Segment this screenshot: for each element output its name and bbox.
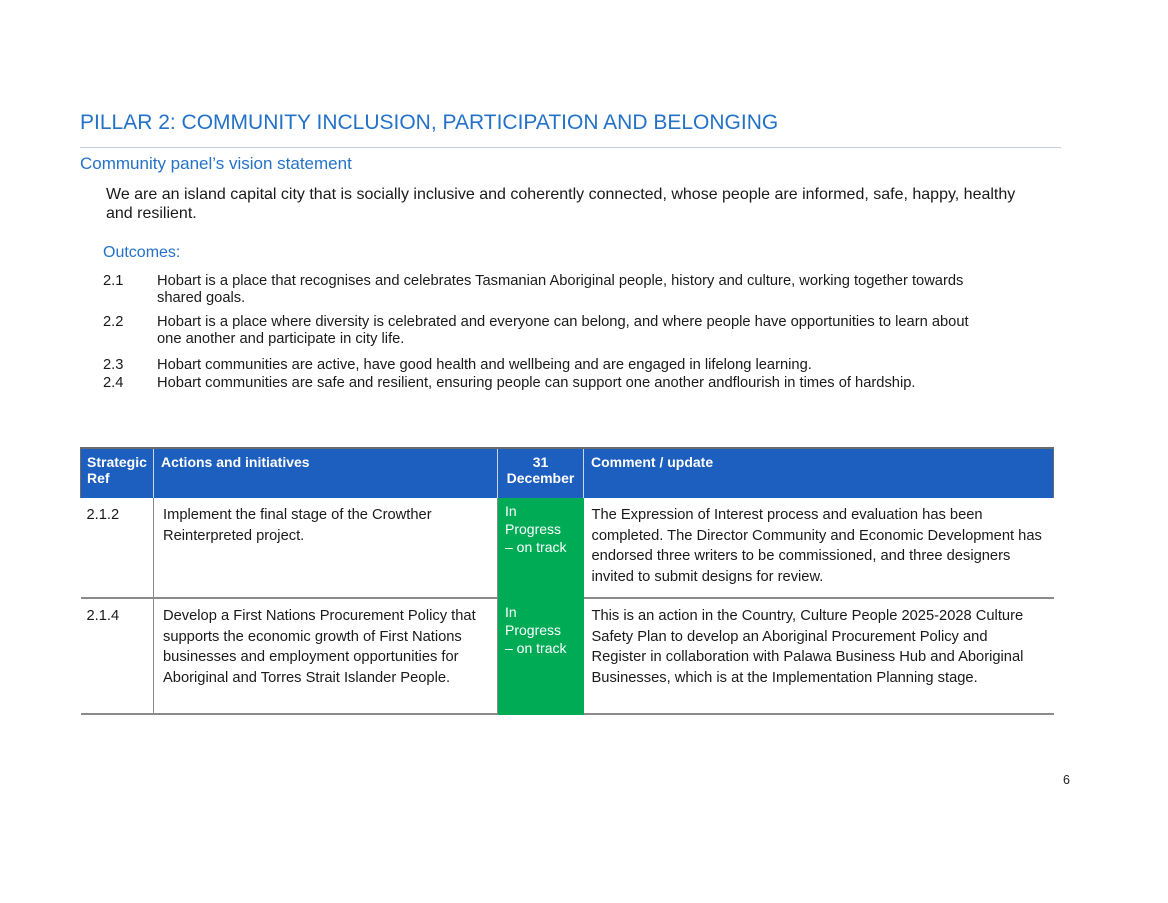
outcome-item (103, 375, 993, 392)
col-header-actions: Actions and initiatives (154, 448, 498, 498)
outcome-ref: 2.3 (103, 357, 124, 373)
outcome-text: Hobart is a place where diversity is celebrated and everyone can belong, and where people have opportunities to learn about one another and participate in city life. (157, 314, 969, 347)
outcome-item (103, 273, 993, 307)
outcomes-heading: Outcomes: (103, 244, 181, 261)
strategic-ref-cell: 2.1.4 (81, 598, 154, 714)
col-header-strategic-ref: Strategic Ref (81, 448, 154, 498)
page-title: PILLAR 2: COMMUNITY INCLUSION, PARTICIPATION AND BELONGING (80, 111, 779, 134)
title-divider (80, 147, 1061, 148)
outcome-ref: 2.2 (103, 314, 124, 330)
col-header-31-december: 31 December (498, 448, 584, 498)
outcomes-list (103, 273, 993, 392)
status-badge: In Progress – on track (498, 498, 584, 598)
vision-statement-heading: Community panel’s vision statement (80, 154, 352, 173)
comment-cell: This is an action in the Country, Culture People 2025-2028 Culture Safety Plan to develop an Aboriginal Procurement Policy and Register in collaboration with Palawa Business Hub and Aboriginal Businesses, which is at the Implementation Planning stage. (584, 598, 1054, 714)
outcome-text: Hobart is a place that recognises and celebrates Tasmanian Aboriginal people, history and culture, working together towards shared goals. (157, 273, 964, 306)
page-number: 6 (1063, 773, 1070, 787)
outcome-item (103, 314, 993, 348)
table-row (81, 598, 1054, 714)
action-cell: Develop a First Nations Procurement Policy that supports the economic growth of First Nations businesses and employment opportunities for Aboriginal and Torres Strait Islander People. (154, 598, 498, 714)
outcome-ref: 2.1 (103, 273, 124, 289)
table-row (81, 498, 1054, 598)
actions-table (80, 447, 1054, 715)
action-cell: Implement the final stage of the Crowther Reinterpreted project. (154, 498, 498, 598)
outcome-text: Hobart communities are safe and resilient, ensuring people can support one another andflourish in times of hardship. (157, 375, 916, 391)
status-badge: In Progress – on track (498, 598, 584, 714)
outcome-item (103, 357, 993, 374)
col-header-comment: Comment / update (584, 448, 1054, 498)
comment-cell: The Expression of Interest process and evaluation has been completed. The Director Community and Economic Development has endorsed three writers to be commissioned, and three designers invited to submit designs for review. (584, 498, 1054, 598)
strategic-ref-cell: 2.1.2 (81, 498, 154, 598)
table-header-row (81, 448, 1054, 498)
outcome-ref: 2.4 (103, 375, 124, 391)
outcome-text: Hobart communities are active, have good health and wellbeing and are engaged in lifelong learning. (157, 357, 812, 373)
vision-statement-text: We are an island capital city that is socially inclusive and coherently connected, whose people are informed, safe, happy, healthy and resilient. (106, 186, 1016, 222)
